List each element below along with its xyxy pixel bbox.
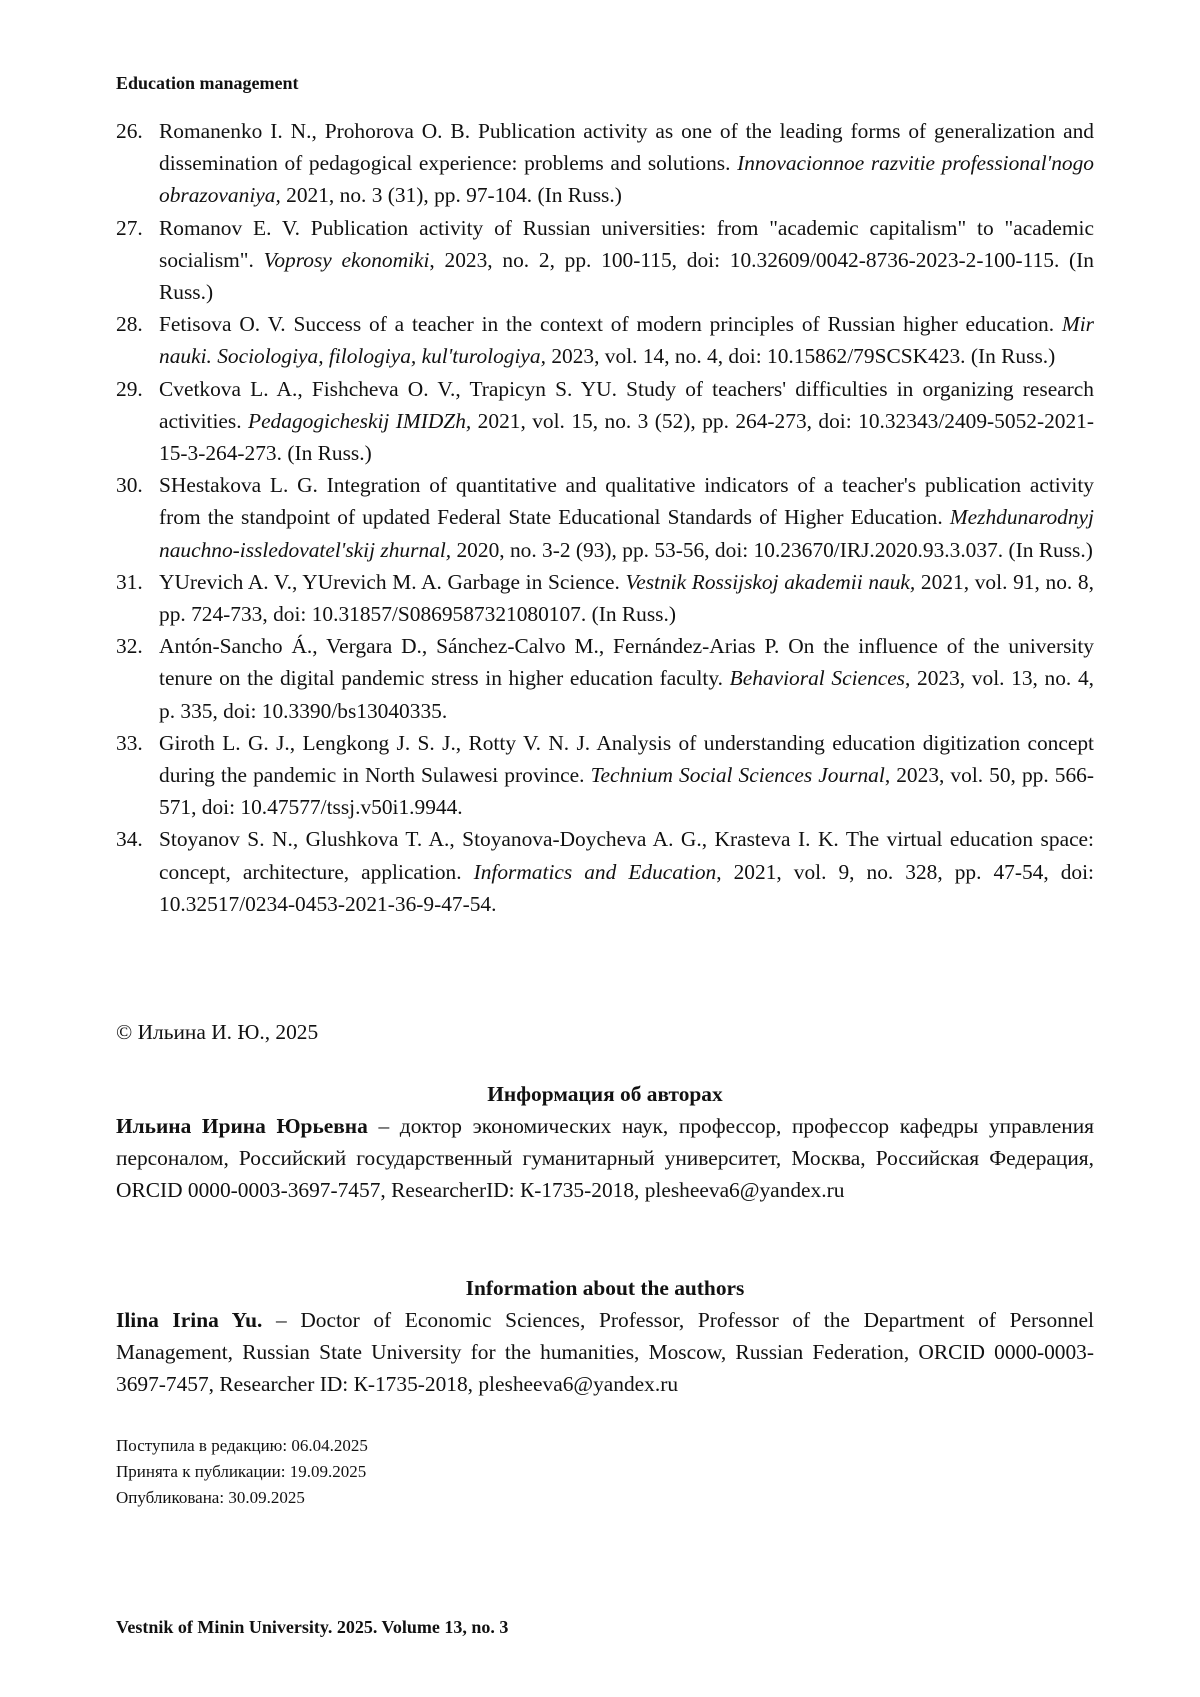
reference-journal: Voprosy ekonomiki [264,248,430,272]
reference-item [116,630,1094,727]
publication-dates [116,1433,368,1511]
reference-journal: Innovacionnoe razvitie professional'nogo obrazovaniya, [159,151,1094,207]
reference-item [116,727,1094,824]
reference-item [116,308,1094,372]
reference-list [116,115,1094,920]
reference-authors-title: SHestakova L. G. Integration of quantitative and qualitative indicators of a teacher's publication activity from the standpoint of updated Federal State Educational Standards of Higher Education. [159,473,1094,529]
reference-details: 2020, no. 3-2 (93), pp. 53-56, doi: 10.23670/IRJ.2020.93.3.037. (In Russ.) [451,538,1093,562]
reference-details: 2021, vol. 15, no. 3 (52), pp. 264-273, doi: 10.32343/2409-5052-2021-15-3-264-273. (In Russ.) [159,409,1094,465]
running-title: Education management [116,73,299,94]
reference-authors-title: Fetisova O. V. Success of a teacher in the context of modern principles of Russian higher education. [159,312,1062,336]
reference-details: 2023, vol. 14, no. 4, doi: 10.15862/79SCSK423. (In Russ.) [546,344,1055,368]
reference-authors-title: Stoyanov S. N., Glushkova T. A., Stoyanova-Doycheva A. G., Krasteva I. K. The virtual education space: concept, architecture, application. [159,827,1094,883]
published-date: Опубликована: 30.09.2025 [116,1485,368,1511]
reference-details: , 2023, vol. 50, pp. 566-571, doi: 10.47577/tssj.v50i1.9944. [159,763,1094,819]
author-name-en: Ilina Irina Yu. [116,1308,262,1332]
reference-number: 27. [116,212,143,244]
reference-authors-title: Romanov E. V. Publication activity of Russian universities: from "academic capitalism" to "academic socialism". [159,216,1094,272]
reference-item [116,823,1094,920]
reference-number: 30. [116,469,143,501]
reference-journal: Mezhdunarodnyj nauchno-issledovatel'skij zhurnal, [159,505,1094,561]
reference-item [116,115,1094,212]
reference-journal: Technium Social Sciences Journal [591,763,885,787]
reference-number: 28. [116,308,143,340]
author-details-ru: – доктор экономических наук, профессор, профессор кафедры управления персоналом, Российский государственный гуманитарный университет, Москва, Российская Федерация, ORCID 0000-0003-3697-7457, ResearcherID: К-1735-2018, plesheeva6@yandex.ru [116,1114,1094,1202]
reference-authors-title: Giroth L. G. J., Lengkong J. S. J., Rotty V. N. J. Analysis of understanding education digitization concept during the pandemic in North Sulawesi province. [159,731,1094,787]
reference-journal: Vestnik Rossijskoj akademii nauk, [626,570,916,594]
copyright-line: © Ильина И. Ю., 2025 [116,1016,318,1048]
reference-number: 29. [116,373,143,405]
author-info-ru [116,1110,1094,1207]
reference-details: , 2021, vol. 9, no. 328, pp. 47-54, doi: 10.32517/0234-0453-2021-36-9-47-54. [159,860,1094,916]
reference-details: , 2023, no. 2, pp. 100-115, doi: 10.32609/0042-8736-2023-2-100-115. (In Russ.) [159,248,1094,304]
reference-details: 2021, no. 3 (31), pp. 97-104. (In Russ.) [281,183,622,207]
journal-footer: Vestnik of Minin University. 2025. Volume 13, no. 3 [116,1617,508,1638]
reference-authors-title: Cvetkova L. A., Fishcheva O. V., Trapicyn S. YU. Study of teachers' difficulties in organizing research activities. [159,377,1094,433]
accepted-date: Принята к публикации: 19.09.2025 [116,1459,368,1485]
reference-item [116,212,1094,309]
reference-number: 33. [116,727,143,759]
reference-journal: Mir nauki. Sociologiya, filologiya, kul'turologiya, [159,312,1094,368]
author-details-en: – Doctor of Economic Sciences, Professor, Professor of the Department of Personnel Management, Russian State University for the humanities, Moscow, Russian Federation, ORCID 0000-0003-3697-7457, Researcher ID: К-1735-2018, plesheeva6@yandex.ru [116,1308,1094,1396]
authors-heading-en: Information about the authors [116,1272,1094,1304]
reference-authors-title: YUrevich A. V., YUrevich M. A. Garbage in Science. [159,570,626,594]
author-name-ru: Ильина Ирина Юрьевна [116,1114,368,1138]
reference-number: 32. [116,630,143,662]
reference-details: , 2023, vol. 13, no. 4, p. 335, doi: 10.3390/bs13040335. [159,666,1094,722]
reference-number: 26. [116,115,143,147]
reference-journal: Pedagogicheskij IMIDZh, [248,409,471,433]
reference-item [116,469,1094,566]
reference-journal: Behavioral Sciences [730,666,905,690]
authors-heading-ru: Информация об авторах [116,1078,1094,1110]
reference-item [116,566,1094,630]
reference-journal: Informatics and Education [474,860,717,884]
reference-number: 31. [116,566,143,598]
reference-authors-title: Antón-Sancho Á., Vergara D., Sánchez-Calvo M., Fernández-Arias P. On the influence of the university tenure on the digital pandemic stress in higher education faculty. [159,634,1094,690]
received-date: Поступила в редакцию: 06.04.2025 [116,1433,368,1459]
reference-item [116,373,1094,470]
reference-details: 2021, vol. 91, no. 8, pp. 724-733, doi: 10.31857/S0869587321080107. (In Russ.) [159,570,1094,626]
reference-authors-title: Romanenko I. N., Prohorova O. B. Publication activity as one of the leading forms of generalization and dissemination of pedagogical experience: problems and solutions. [159,119,1094,175]
reference-number: 34. [116,823,143,855]
author-info-en [116,1304,1094,1401]
